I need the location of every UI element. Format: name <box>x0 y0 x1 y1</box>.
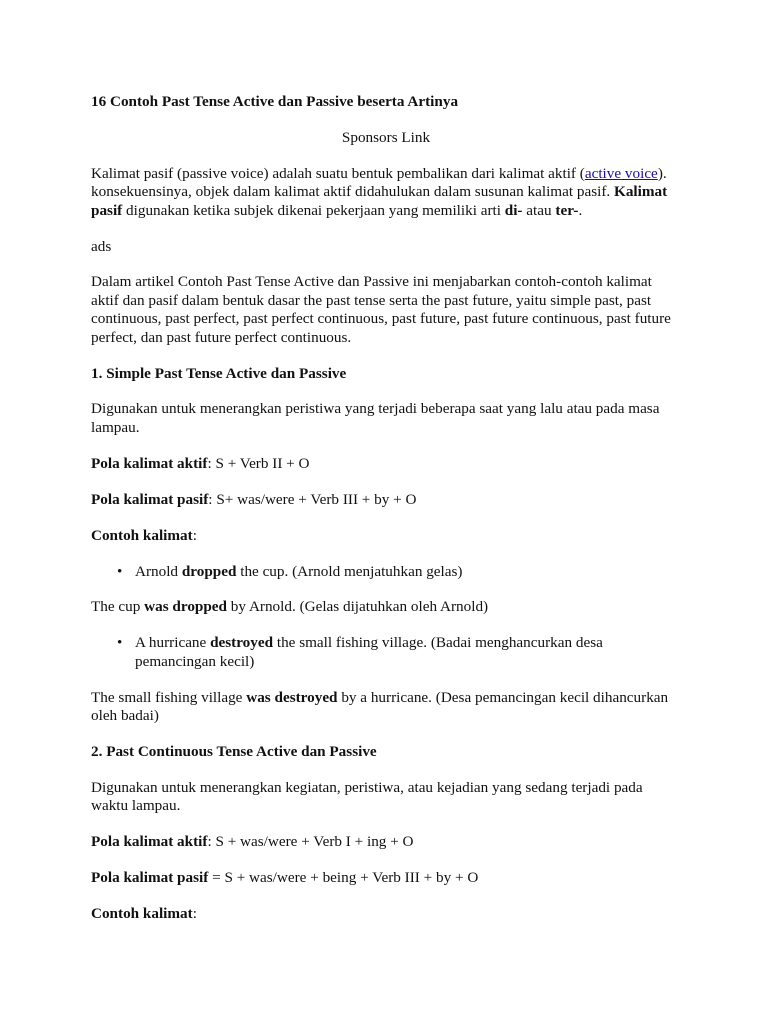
example-verb: destroyed <box>210 634 274 652</box>
active-pattern-label: Pola kalimat aktif <box>91 833 208 851</box>
example-text: Arnold <box>135 562 182 580</box>
active-voice-link[interactable]: active voice <box>584 164 658 182</box>
sponsors-link[interactable]: Sponsors Link <box>341 128 431 146</box>
active-pattern-formula: : S + was/were + Verb I + ing + O <box>207 833 414 851</box>
passive-pattern <box>91 491 681 509</box>
section-heading-simple-past: 1. Simple Past Tense Active dan Passive <box>91 364 347 382</box>
example-text: The small fishing village <box>91 688 247 706</box>
document-title: 16 Contoh Past Tense Active dan Passive beserta Artinya <box>91 93 459 110</box>
section-heading-past-continuous: 2. Past Continuous Tense Active dan Passive <box>91 742 377 760</box>
active-pattern <box>91 455 681 473</box>
example-text: the cup. (Arnold menjatuhkan gelas) <box>236 562 463 580</box>
intro-text: Kalimat pasif (passive voice) adalah suatu bentuk pembalikan dari kalimat aktif ( <box>91 164 585 182</box>
example-text: A hurricane <box>135 634 211 652</box>
active-pattern <box>91 833 681 851</box>
document-body <box>91 93 681 941</box>
example-verb: was dropped <box>144 598 227 616</box>
example-verb: was destroyed <box>246 688 338 706</box>
passive-pattern <box>91 869 681 887</box>
example-colon: : <box>192 526 197 544</box>
example-list <box>91 563 681 581</box>
example-heading <box>91 527 681 545</box>
active-pattern-label: Pola kalimat aktif <box>91 454 208 472</box>
example-heading <box>91 905 681 923</box>
example-label: Contoh kalimat <box>91 904 193 922</box>
intro-paragraph <box>91 165 681 220</box>
intro-text: atau <box>522 201 556 219</box>
active-pattern-formula: : S + Verb II + O <box>207 454 310 472</box>
overview-paragraph: Dalam artikel Contoh Past Tense Active dan Passive ini menjabarkan contoh-contoh kalimat aktif dan pasif dalam bentuk dasar the past tense serta the past future, yaitu simple past, past continuous, past perfect, past perfect continuous, past future, past future continuous, past future perfect, dan past future perfect continuous. <box>91 273 671 346</box>
intro-text: ). konsekuensinya, objek dalam kalimat aktif didahulukan dalam susunan kalimat pasif. <box>91 164 667 201</box>
example-colon: : <box>192 904 197 922</box>
passive-example <box>91 689 681 726</box>
intro-bold-term: di- <box>504 201 523 219</box>
section-description: Digunakan untuk menerangkan kegiatan, peristiwa, atau kejadian yang sedang terjadi pada waktu lampau. <box>91 778 643 815</box>
example-text: by Arnold. (Gelas dijatuhkan oleh Arnold) <box>227 598 489 616</box>
example-text: the small fishing village. (Badai menghancurkan desa pemancingan kecil) <box>135 634 603 670</box>
passive-pattern-formula: : S+ was/were + Verb III + by + O <box>208 490 417 508</box>
passive-example <box>91 598 681 616</box>
list-item <box>135 563 681 581</box>
intro-bold-term: ter- <box>555 201 579 219</box>
passive-pattern-label: Pola kalimat pasif <box>91 490 209 508</box>
intro-text: . <box>578 201 583 219</box>
ads-label: ads <box>91 237 112 255</box>
example-text: by a hurricane. (Desa pemancingan kecil dihancurkan oleh badai) <box>91 688 669 725</box>
passive-pattern-formula: = S + was/were + being + Verb III + by + O <box>208 869 479 887</box>
intro-text: digunakan ketika subjek dikenai pekerjaan yang memiliki arti <box>122 201 505 219</box>
intro-bold-term: Kalimat pasif <box>91 183 668 219</box>
section-description: Digunakan untuk menerangkan peristiwa yang terjadi beberapa saat yang lalu atau pada masa lampau. <box>91 400 660 436</box>
example-text: The cup <box>91 598 145 616</box>
example-verb: dropped <box>181 562 237 580</box>
example-label: Contoh kalimat <box>91 526 193 544</box>
example-list <box>91 634 681 671</box>
passive-pattern-label: Pola kalimat pasif <box>91 869 209 887</box>
list-item <box>135 634 681 671</box>
